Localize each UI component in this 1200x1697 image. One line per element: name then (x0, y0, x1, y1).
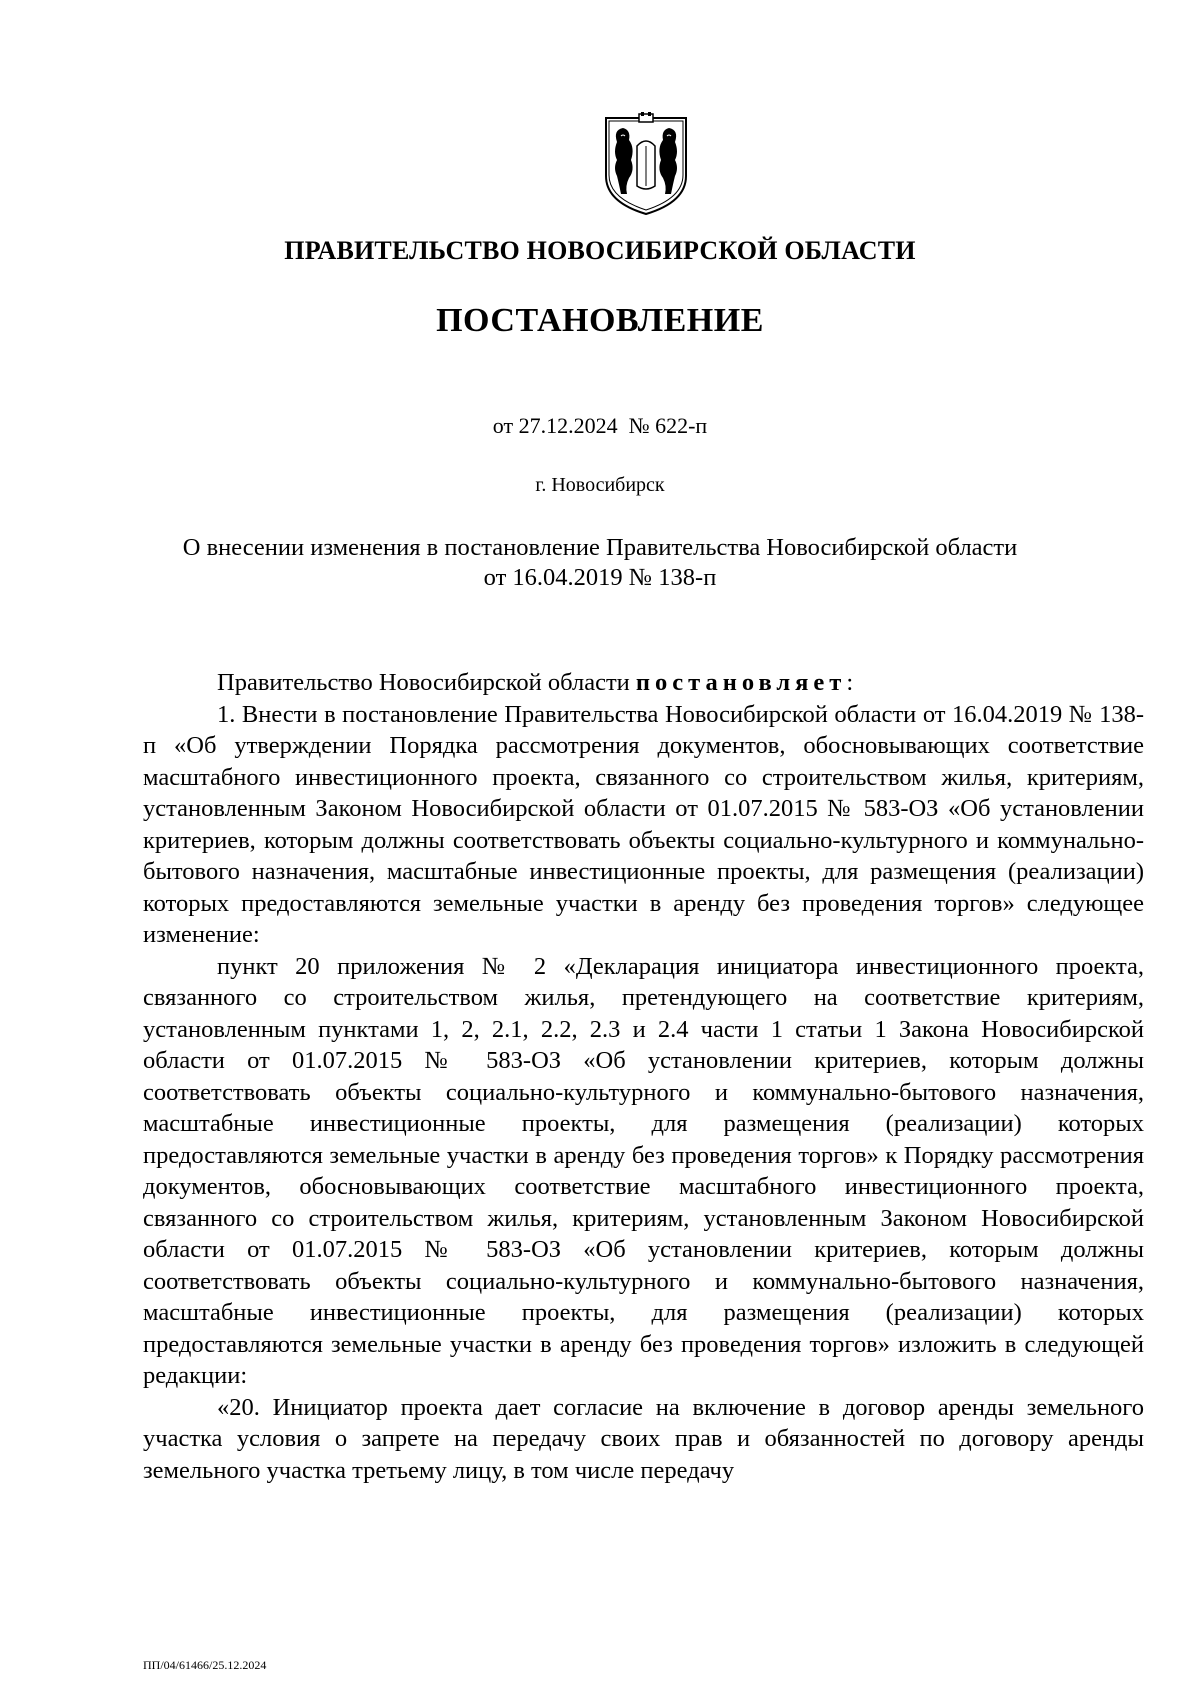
subject-line-1: О внесении изменения в постановление Правительства Новосибирской области (182, 534, 1018, 561)
government-name: ПРАВИТЕЛЬСТВО НОВОСИБИРСКОЙ ОБЛАСТИ (284, 236, 916, 265)
document-body (143, 667, 1144, 1486)
document-city: г. Новосибирск (535, 474, 665, 496)
novosibirsk-coat-of-arms-icon (603, 112, 689, 216)
paragraph-1: 1. Внести в постановление Правительства Новосибирской области от 16.04.2019 № 138-п «Об утверждении Порядка рассмотрения документов, обосновывающих соответствие масштабного инвестиционного проекта, связанного со строительством жилья, критериям, установленным Законом Новосибирской области от 01.07.2015 № 583-ОЗ «Об установлении критериев, которым должны соответствовать объекты социально-культурного и коммунально-бытового назначения, масштабные инвестиционные проекты, для размещения (реализации) которых предоставляются земельные участки в аренду без проведения торгов» следующее изменение: (143, 700, 1144, 948)
intro-prefix: Правительство Новосибирской области (217, 669, 636, 696)
intro-suffix: : (846, 669, 854, 696)
paragraph-2: пункт 20 приложения № 2 «Декларация инициатора инвестиционного проекта, связанного со строительством жилья, претендующего на соответствие критериям, установленным пунктами 1, 2, 2.1, 2.2, 2.3 и 2.4 части 1 статьи 1 Закона Новосибирской области от 01.07.2015 № 583-ОЗ «Об установлении критериев, которым должны соответствовать объекты социально-культурного и коммунально-бытового назначения, масштабные инвестиционные проекты, для размещения (реализации) которых предоставляются земельные участки в аренду без проведения торгов» к Порядку рассмотрения документов, обосновывающих соответствие масштабного инвестиционного проекта, связанного со строительством жилья, критериям, установленным Законом Новосибирской области от 01.07.2015 № 583-ОЗ «Об установлении критериев, которым должны соответствовать объекты социально-культурного и коммунально-бытового назначения, масштабные инвестиционные проекты, для размещения (реализации) которых предоставляются земельные участки в аренду без проведения торгов» изложить в следующей редакции: (143, 952, 1144, 1389)
footer-document-code: ПП/04/61466/25.12.2024 (143, 1658, 267, 1672)
document-type: ПОСТАНОВЛЕНИЕ (436, 302, 764, 339)
intro-paragraph (143, 667, 1144, 699)
paragraph-3: «20. Инициатор проекта дает согласие на включение в договор аренды земельного участка условия о запрете на передачу своих прав и обязанностей по договору аренды земельного участка третьему лицу, в том числе передачу (143, 1393, 1144, 1484)
subject-line-2: от 16.04.2019 № 138-п (483, 564, 717, 591)
document-date-number: от 27.12.2024 № 622-п (492, 413, 708, 438)
document-subject (140, 533, 1060, 593)
intro-decree-word: постановляет (635, 669, 847, 696)
